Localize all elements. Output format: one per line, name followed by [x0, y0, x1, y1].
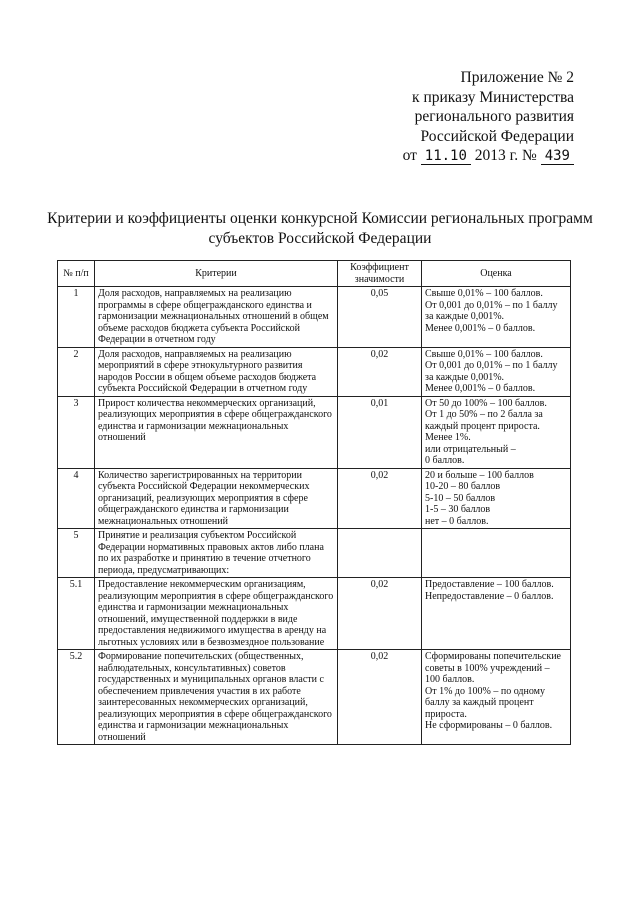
appendix-order-ref: к приказу Министерства	[412, 88, 574, 106]
row-score: Предоставление – 100 баллов. Непредоставление – 0 баллов.	[422, 578, 571, 650]
header-score: Оценка	[422, 261, 571, 287]
table-row	[58, 578, 571, 650]
row-coefficient: 0,02	[338, 650, 422, 745]
document-title: Критерии и коэффициенты оценки конкурсной Комиссии региональных программ субъектов Российской Федерации	[47, 210, 593, 247]
table-row	[58, 529, 571, 578]
row-score: Сформированы попечительские советы в 100% учреждений – 100 баллов. От 1% до 100% – по одному баллу за каждый процент прироста. Не сформированы – 0 баллов.	[422, 650, 571, 745]
row-score	[422, 529, 571, 578]
row-score: От 50 до 100% – 100 баллов. От 1 до 50% – по 2 балла за каждый процент прироста. Менее 1%. или отрицательный – 0 баллов.	[422, 396, 571, 468]
row-num: 2	[58, 347, 95, 396]
row-num: 1	[58, 287, 95, 348]
appendix-federation-line: Российской Федерации	[420, 127, 574, 145]
row-num: 5.1	[58, 578, 95, 650]
row-criteria: Доля расходов, направляемых на реализацию мероприятий в сфере этнокультурного развития народов России в общем объеме расходов бюджета субъекта Российской Федерации в отчетном году	[95, 347, 338, 396]
row-coefficient	[338, 529, 422, 578]
handwritten-order-number: 439	[541, 149, 574, 165]
row-coefficient: 0,05	[338, 287, 422, 348]
row-score: 20 и больше – 100 баллов 10-20 – 80 баллов 5-10 – 50 баллов 1-5 – 30 баллов нет – 0 баллов.	[422, 468, 571, 529]
row-criteria: Формирование попечительских (общественных, наблюдательных, консультативных) советов государственных и муниципальных органов власти с обеспечением привлечения участия в их работе заинтересованных некоммерческих организаций, реализующих мероприятия в сфере общегражданского единства и гармонизации межнациональных отношений	[95, 650, 338, 745]
row-num: 4	[58, 468, 95, 529]
row-criteria: Количество зарегистрированных на территории субъекта Российской Федерации некоммерческих организаций, реализующих мероприятия в сфере общегражданского единства и гармонизации межнациональных отношений	[95, 468, 338, 529]
table-header-row	[58, 261, 571, 287]
row-coefficient: 0,02	[338, 468, 422, 529]
header-num: № п/п	[58, 261, 95, 287]
date-prefix: от	[402, 147, 417, 164]
row-num: 3	[58, 396, 95, 468]
header-criteria: Критерии	[95, 261, 338, 287]
row-num: 5	[58, 529, 95, 578]
year-text: 2013 г. №	[474, 147, 537, 164]
appendix-block	[354, 68, 574, 166]
appendix-ministry-line: регионального развития	[414, 108, 574, 125]
row-score: Свыше 0,01% – 100 баллов. От 0,001 до 0,01% – по 1 баллу за каждые 0,001%. Менее 0,001% – 0 баллов.	[422, 347, 571, 396]
row-criteria: Доля расходов, направляемых на реализацию программы в сфере общегражданского единства и гармонизации межнациональных отношений в общем объеме расходов бюджета субъекта Российской Федерации в отчетном году	[95, 287, 338, 348]
table-row	[58, 650, 571, 745]
appendix-date-line	[354, 146, 574, 166]
table-row	[58, 347, 571, 396]
row-criteria: Предоставление некоммерческим организациям, реализующим мероприятия в сфере общегражданского единства и гармонизации межнациональных отношений, имущественной поддержки в виде предоставления недвижимого имущества в аренду на льготных условиях или в безвозмездное пользование	[95, 578, 338, 650]
row-coefficient: 0,02	[338, 578, 422, 650]
criteria-table	[57, 260, 571, 745]
table-row	[58, 468, 571, 529]
row-num: 5.2	[58, 650, 95, 745]
table-row	[58, 287, 571, 348]
table-row	[58, 396, 571, 468]
row-criteria: Прирост количества некоммерческих организаций, реализующих мероприятия в сфере общегражданского единства и гармонизации межнациональных отношений	[95, 396, 338, 468]
row-criteria: Принятие и реализация субъектом Российской Федерации нормативных правовых актов либо плана по их разработке и принятию в течение отчетного периода, предусматривающих:	[95, 529, 338, 578]
row-coefficient: 0,02	[338, 347, 422, 396]
row-coefficient: 0,01	[338, 396, 422, 468]
row-score: Свыше 0,01% – 100 баллов. От 0,001 до 0,01% – по 1 баллу за каждые 0,001%. Менее 0,001% – 0 баллов.	[422, 287, 571, 348]
handwritten-date: 11.10	[421, 149, 471, 165]
appendix-number: Приложение № 2	[460, 69, 574, 86]
header-coefficient: Коэффициент значимости	[338, 261, 422, 287]
